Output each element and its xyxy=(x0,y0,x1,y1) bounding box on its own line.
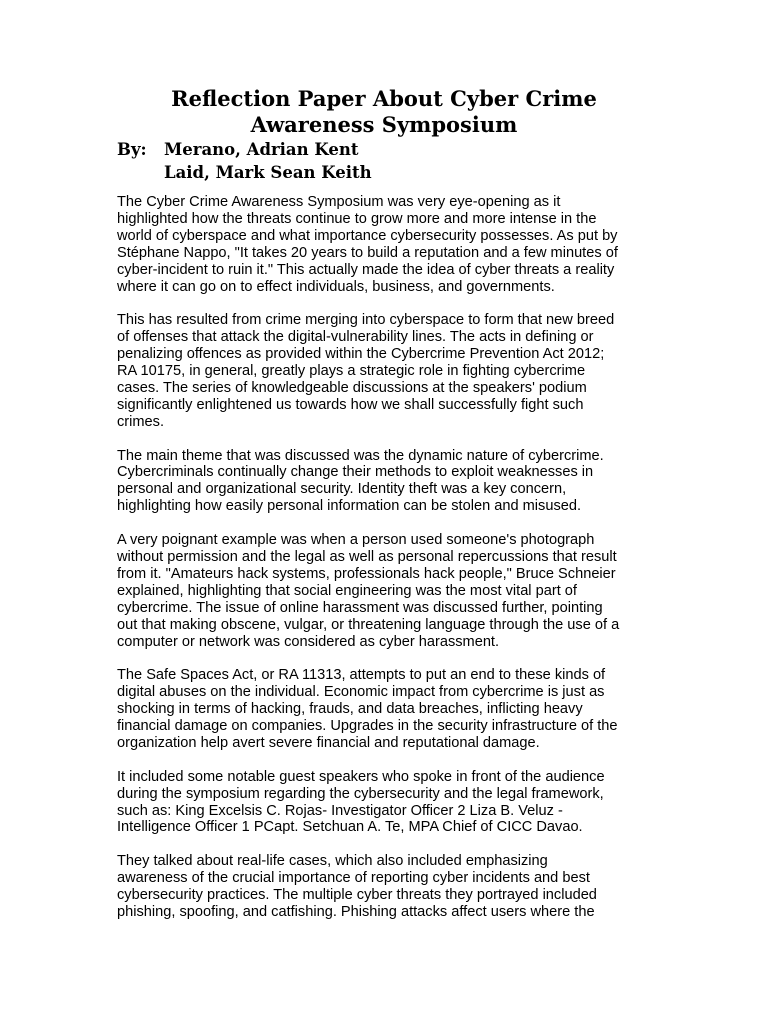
paragraph-line: computer or network was considered as cyber harassment. xyxy=(117,633,500,650)
paragraph-line: digital abuses on the individual. Economic impact from cybercrime is just as xyxy=(117,684,605,701)
paragraph-line: world of cyberspace and what importance cybersecurity possesses. As put by xyxy=(117,227,618,244)
paragraph-line: Cybercriminals continually change their methods to exploit weaknesses in xyxy=(117,464,594,481)
paragraph-line: highlighted how the threats continue to grow more and more intense in the xyxy=(117,210,597,227)
paragraph-7 xyxy=(117,853,657,921)
paragraph-1 xyxy=(117,194,657,295)
paragraph-line: significantly enlightened us towards how we shall successfully fight such xyxy=(117,396,584,413)
paragraph-line: personal and organizational security. Identity theft was a key concern, xyxy=(117,481,567,498)
author-1: Merano, Adrian Kent xyxy=(164,140,359,159)
paragraph-line: RA 10175, in general, greatly plays a strategic role in fighting cybercrime xyxy=(117,363,586,380)
paragraph-2 xyxy=(117,312,657,430)
paragraph-line: They talked about real-life cases, which also included emphasizing xyxy=(117,853,548,870)
paragraph-5 xyxy=(117,667,657,752)
title-line-1: Reflection Paper About Cyber Crime xyxy=(171,86,597,111)
title-line-2: Awareness Symposium xyxy=(250,112,518,137)
paragraph-line: It included some notable guest speakers who spoke in front of the audience xyxy=(117,768,605,785)
document-title xyxy=(0,86,768,138)
paragraph-line: Stéphane Nappo, "It takes 20 years to build a reputation and a few minutes of xyxy=(117,244,618,261)
body-text xyxy=(117,194,657,938)
paragraph-line: such as: King Excelsis C. Rojas- Investigator Officer 2 Liza B. Veluz - xyxy=(117,802,563,819)
paragraph-line: explained, highlighting that social engineering was the most vital part of xyxy=(117,582,577,599)
paragraph-line: phishing, spoofing, and catfishing. Phishing attacks affect users where the xyxy=(117,903,595,920)
paragraph-line: shocking in terms of hacking, frauds, and data breaches, inflicting heavy xyxy=(117,701,583,718)
paragraph-line: cases. The series of knowledgeable discussions at the speakers' podium xyxy=(117,379,587,396)
paragraph-line: crimes. xyxy=(117,413,165,430)
byline xyxy=(117,138,372,184)
paragraph-line: The Safe Spaces Act, or RA 11313, attempts to put an end to these kinds of xyxy=(117,667,606,684)
paragraph-line: This has resulted from crime merging into cyberspace to form that new breed xyxy=(117,312,615,329)
paragraph-line: Intelligence Officer 1 PCapt. Setchuan A. Te, MPA Chief of CICC Davao. xyxy=(117,819,583,836)
paragraph-line: highlighting how easily personal information can be stolen and misused. xyxy=(117,498,582,515)
paragraph-line: The main theme that was discussed was the dynamic nature of cybercrime. xyxy=(117,447,604,464)
author-2: Laid, Mark Sean Keith xyxy=(164,163,372,182)
by-label: By: xyxy=(117,140,147,159)
paragraph-line: cyber-incident to ruin it." This actually made the idea of cyber threats a reality xyxy=(117,261,615,278)
paragraph-line: of offenses that attack the digital-vulnerability lines. The acts in defining or xyxy=(117,329,594,346)
paragraph-line: A very poignant example was when a person used someone's photograph xyxy=(117,532,595,549)
paragraph-line: out that making obscene, vulgar, or threatening language through the use of a xyxy=(117,616,620,633)
paragraph-line: without permission and the legal as well as personal repercussions that result xyxy=(117,548,617,565)
paragraph-4 xyxy=(117,532,657,650)
paragraph-line: The Cyber Crime Awareness Symposium was very eye-opening as it xyxy=(117,194,561,210)
paragraph-6 xyxy=(117,769,657,837)
paragraph-line: financial damage on companies. Upgrades in the security infrastructure of the xyxy=(117,718,618,735)
paragraph-line: cybercrime. The issue of online harassment was discussed further, pointing xyxy=(117,599,603,616)
byline-first-row xyxy=(117,138,372,161)
paragraph-line: organization help avert severe financial and reputational damage. xyxy=(117,734,540,751)
paragraph-line: penalizing offences as provided within the Cybercrime Prevention Act 2012; xyxy=(117,346,605,363)
paragraph-line: during the symposium regarding the cybersecurity and the legal framework, xyxy=(117,785,604,802)
paragraph-line: from it. "Amateurs hack systems, professionals hack people," Bruce Schneier xyxy=(117,565,616,582)
paragraph-line: where it can go on to effect individuals, business, and governments. xyxy=(117,278,555,295)
paragraph-line: awareness of the crucial importance of reporting cyber incidents and best xyxy=(117,870,590,887)
paragraph-line: cybersecurity practices. The multiple cyber threats they portrayed included xyxy=(117,887,597,904)
paragraph-3 xyxy=(117,448,657,516)
